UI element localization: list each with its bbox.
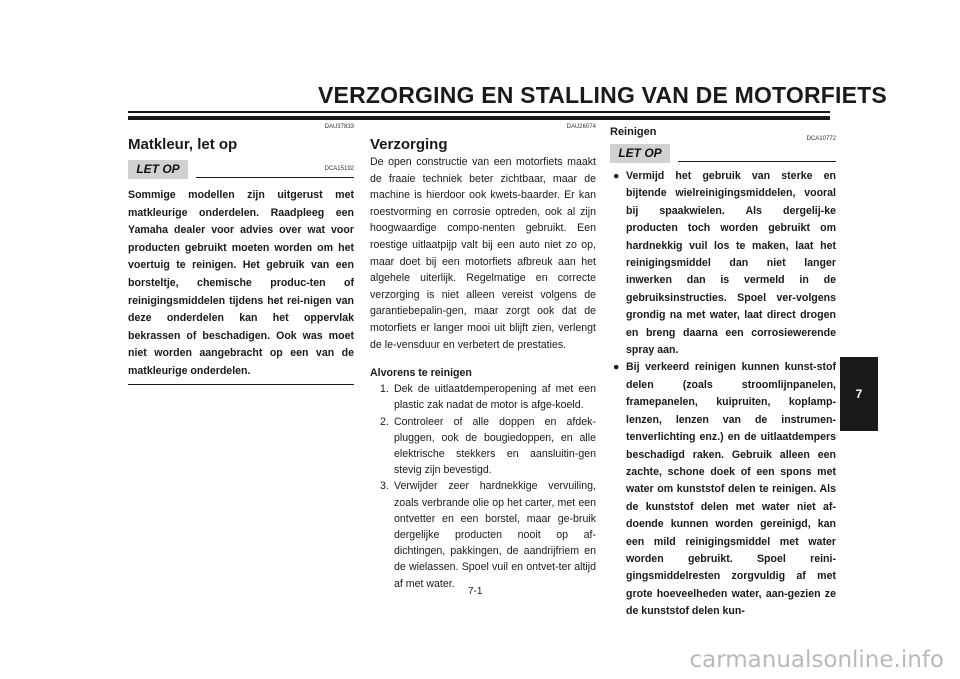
column-matkleur xyxy=(128,124,354,385)
list-item: 2. Controleer of alle doppen en afdek-pluggen, ook de bougiedoppen, en alle elektrische stekkers en aansluitin-gen stevig zijn bevestigd. xyxy=(380,415,596,477)
header-rule-thick xyxy=(128,116,830,120)
subheading-cleaning: Reinigen xyxy=(610,126,657,138)
header-rule-thin xyxy=(128,111,830,113)
list-item: ● Bij verkeerd reinigen kunnen kunst-stof delen (zoals stroomlijnpanelen, framepanelen, kuipruiten, koplamp-lenzen, lenzen van de instrumen-tenverlichting enz.) en de uitlaatdempers beschadigd raken. Gebruik alleen een zachte, schone doek of een spons met water om kunststof delen te reinigen. Als de kunststof delen met water niet af-doende kunnen worden gereinigd, kan een mild reinigingsmiddel met water worden gebruikt. Spoel reini-gingsmiddelresten zorgvuldig af met grote hoeveelheden water, aan-gezien ze de kunststof delen kun- xyxy=(613,361,836,618)
section-code: DAU26074 xyxy=(566,124,596,130)
list-item: 3. Verwijder zeer hardnekkige vervuiling, zoals verbrande olie op het carter, met een ontvetter en een borstel, maar ge-bruik dergelijke producten nooit op af-dichtingen, pakkingen, de aandrijfriem en de wielassen. Spoel vuil en ontvet-ter altijd af met water. xyxy=(380,480,596,590)
column-verzorging xyxy=(370,124,596,592)
steps-list xyxy=(370,381,596,592)
section-heading: Verzorging xyxy=(370,136,448,153)
letop-badge: LET OP xyxy=(610,144,670,163)
notice-code: DCA10772 xyxy=(806,136,836,142)
notice-code: DCA15192 xyxy=(324,166,354,172)
letop-notice-header xyxy=(610,136,836,163)
cleaning-bullets xyxy=(610,168,836,621)
watermark: carmanualsonline.info xyxy=(689,647,944,673)
letop-notice-header xyxy=(128,160,354,179)
subheading-before-cleaning: Alvorens te reinigen xyxy=(370,367,472,380)
section-heading: Matkleur, let op xyxy=(128,136,238,153)
page-header xyxy=(0,0,960,120)
notice-rule xyxy=(196,177,354,178)
list-item: 1. Dek de uitlaatdemperopening af met een plastic zak nadat de motor is afge-koeld. xyxy=(380,383,596,412)
letop-badge: LET OP xyxy=(128,160,188,179)
notice-text: Sommige modellen zijn uitgerust met matkleurige onderdelen. Raadpleeg een Yamaha dealer voor advies over wat voor producten gebruikt moeten worden om het voertuig te reinigen. Het gebruik van een borsteltje, chemische produc-ten of reinigingsmiddelen tijdens het rei-nigen van deze onderdelen kan het oppervlak bekrassen of beschadigen. Ook was moet niet worden aangebracht op een van de matkleurige onderdelen. xyxy=(128,189,354,377)
chapter-title: VERZORGING EN STALLING VAN DE MOTORFIETS xyxy=(318,82,887,108)
chapter-tab: 7 xyxy=(840,357,878,431)
list-item: ● Vermijd het gebruik van sterke en bijtende wielreinigingsmiddelen, vooral bij spaakwielen. Als dergelij-ke producten toch worden gebruikt om hardnekkig vuil los te maken, laat het reinigingsmiddel dan niet langer inwerken dan is vermeld in de gebruiksinstructies. Spoel ver-volgens grondig na met water, laat direct drogen en breng daarna een corrosiewerende spray aan. xyxy=(613,170,836,357)
section-code: DAU37833 xyxy=(324,124,354,130)
page-number: 7-1 xyxy=(468,586,483,597)
column-reinigen xyxy=(610,124,836,621)
notice-rule xyxy=(678,161,836,162)
notice-end-rule xyxy=(128,384,354,385)
intro-paragraph: De open constructie van een motorfiets maakt de fraaie techniek beter zichtbaar, maar de machine is hierdoor ook kwets-baarder. Er kan roestvorming en corrosie optreden, ook al zijn hoogwaardige compo-nenten gebruikt. Een roestige uitlaatpijp valt bij een auto niet zo op, maar doet bij een motorfiets afbreuk aan het algehele uiterlijk. Regelmatige en correcte verzorging is niet alleen vereist volgens de garantiebepalin-gen, maar zorgt ook dat de motorfiets er langer mooi uit blijft zien, verlengt de le-vensduur en verbetert de prestaties. xyxy=(370,156,596,351)
